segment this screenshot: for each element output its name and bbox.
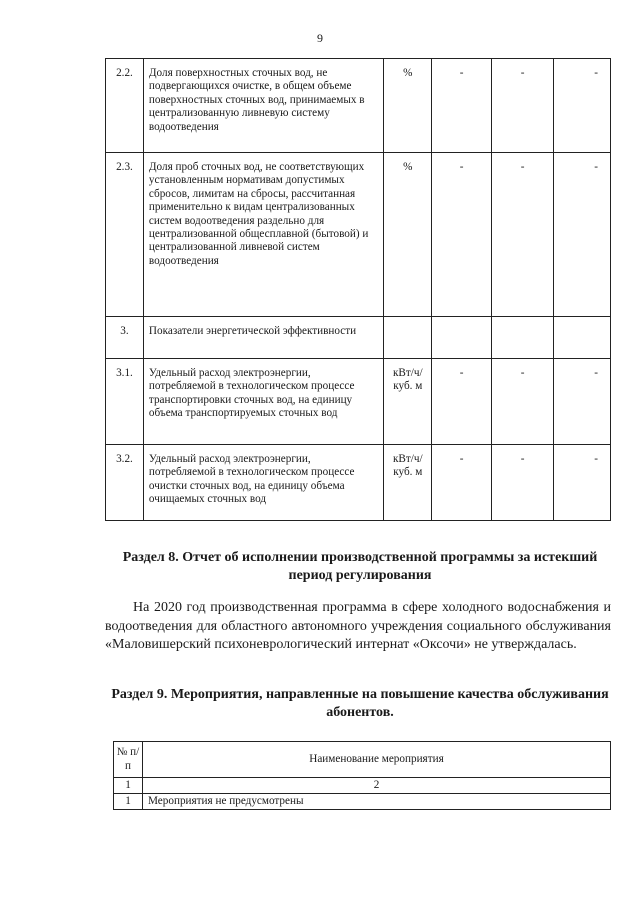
value-cell: - xyxy=(492,445,554,521)
unit-cell: % xyxy=(384,59,432,153)
row-number: 3.1. xyxy=(106,359,144,445)
table-row xyxy=(106,445,611,521)
indicator-name: Доля поверхностных сточных вод, не подвергающихся очистке, в общем объеме поверхностных сточных вод, принимаемых в централизованную ливневую систему водоотведения xyxy=(143,59,384,153)
unit-cell: кВт/ч/ куб. м xyxy=(384,445,432,521)
unit-cell: % xyxy=(384,153,432,317)
measure-name: Мероприятия не предусмотрены xyxy=(143,794,611,810)
indicator-name: Удельный расход электроэнергии, потребляемой в технологическом процессе транспортировки сточных вод, на единицу объема транспортируемых сточных вод xyxy=(143,359,384,445)
value-cell: - xyxy=(554,59,611,153)
value-cell xyxy=(554,317,611,359)
index-cell: 1 xyxy=(114,778,143,794)
value-cell: - xyxy=(492,359,554,445)
table-header-row xyxy=(114,742,611,778)
indicator-name: Удельный расход электроэнергии, потребляемой в технологическом процессе очистки сточных вод, на единицу объема очищаемых сточных вод xyxy=(143,445,384,521)
page-number: 9 xyxy=(317,31,323,45)
table-row xyxy=(114,778,611,794)
header-name: Наименование мероприятия xyxy=(143,742,611,778)
table-row xyxy=(106,359,611,445)
section-8-title: Раздел 8. Отчет об исполнении производственной программы за истекший период регулирования xyxy=(122,550,598,583)
indicators-table xyxy=(105,58,611,521)
row-number: 1 xyxy=(114,794,143,810)
section-9-title: Раздел 9. Мероприятия, направленные на повышение качества обслуживания абонентов. xyxy=(111,687,609,720)
value-cell xyxy=(432,317,492,359)
table-row xyxy=(106,59,611,153)
header-num: № п/п xyxy=(114,742,143,778)
indicator-name: Показатели энергетической эффективности xyxy=(143,317,384,359)
table-row xyxy=(114,794,611,810)
value-cell: - xyxy=(432,445,492,521)
value-cell: - xyxy=(432,359,492,445)
table-row xyxy=(106,317,611,359)
row-number: 2.3. xyxy=(106,153,144,317)
value-cell: - xyxy=(554,359,611,445)
unit-cell: кВт/ч/ куб. м xyxy=(384,359,432,445)
row-number: 3. xyxy=(106,317,144,359)
value-cell: - xyxy=(554,445,611,521)
table-row xyxy=(106,153,611,317)
unit-cell xyxy=(384,317,432,359)
value-cell: - xyxy=(492,153,554,317)
row-number: 3.2. xyxy=(106,445,144,521)
value-cell xyxy=(492,317,554,359)
value-cell: - xyxy=(492,59,554,153)
value-cell: - xyxy=(554,153,611,317)
index-cell: 2 xyxy=(143,778,611,794)
measures-table xyxy=(113,741,611,810)
indicator-name: Доля проб сточных вод, не соответствующих установленным нормативам допустимых сбросов, лимитам на сбросы, рассчитанная применительно к видам централизованных систем водоотведения раздельно для централизованной общесплавной (бытовой) и централизованной ливневой систем водоотведения xyxy=(143,153,384,317)
value-cell: - xyxy=(432,59,492,153)
value-cell: - xyxy=(432,153,492,317)
row-number: 2.2. xyxy=(106,59,144,153)
section-8-text: На 2020 год производственная программа в сфере холодного водоснабжения и водоотведения для областного автономного учреждения социального обслуживания «Маловишерский психоневрологический интернат «Оксочи» не утверждалась. xyxy=(105,600,611,652)
